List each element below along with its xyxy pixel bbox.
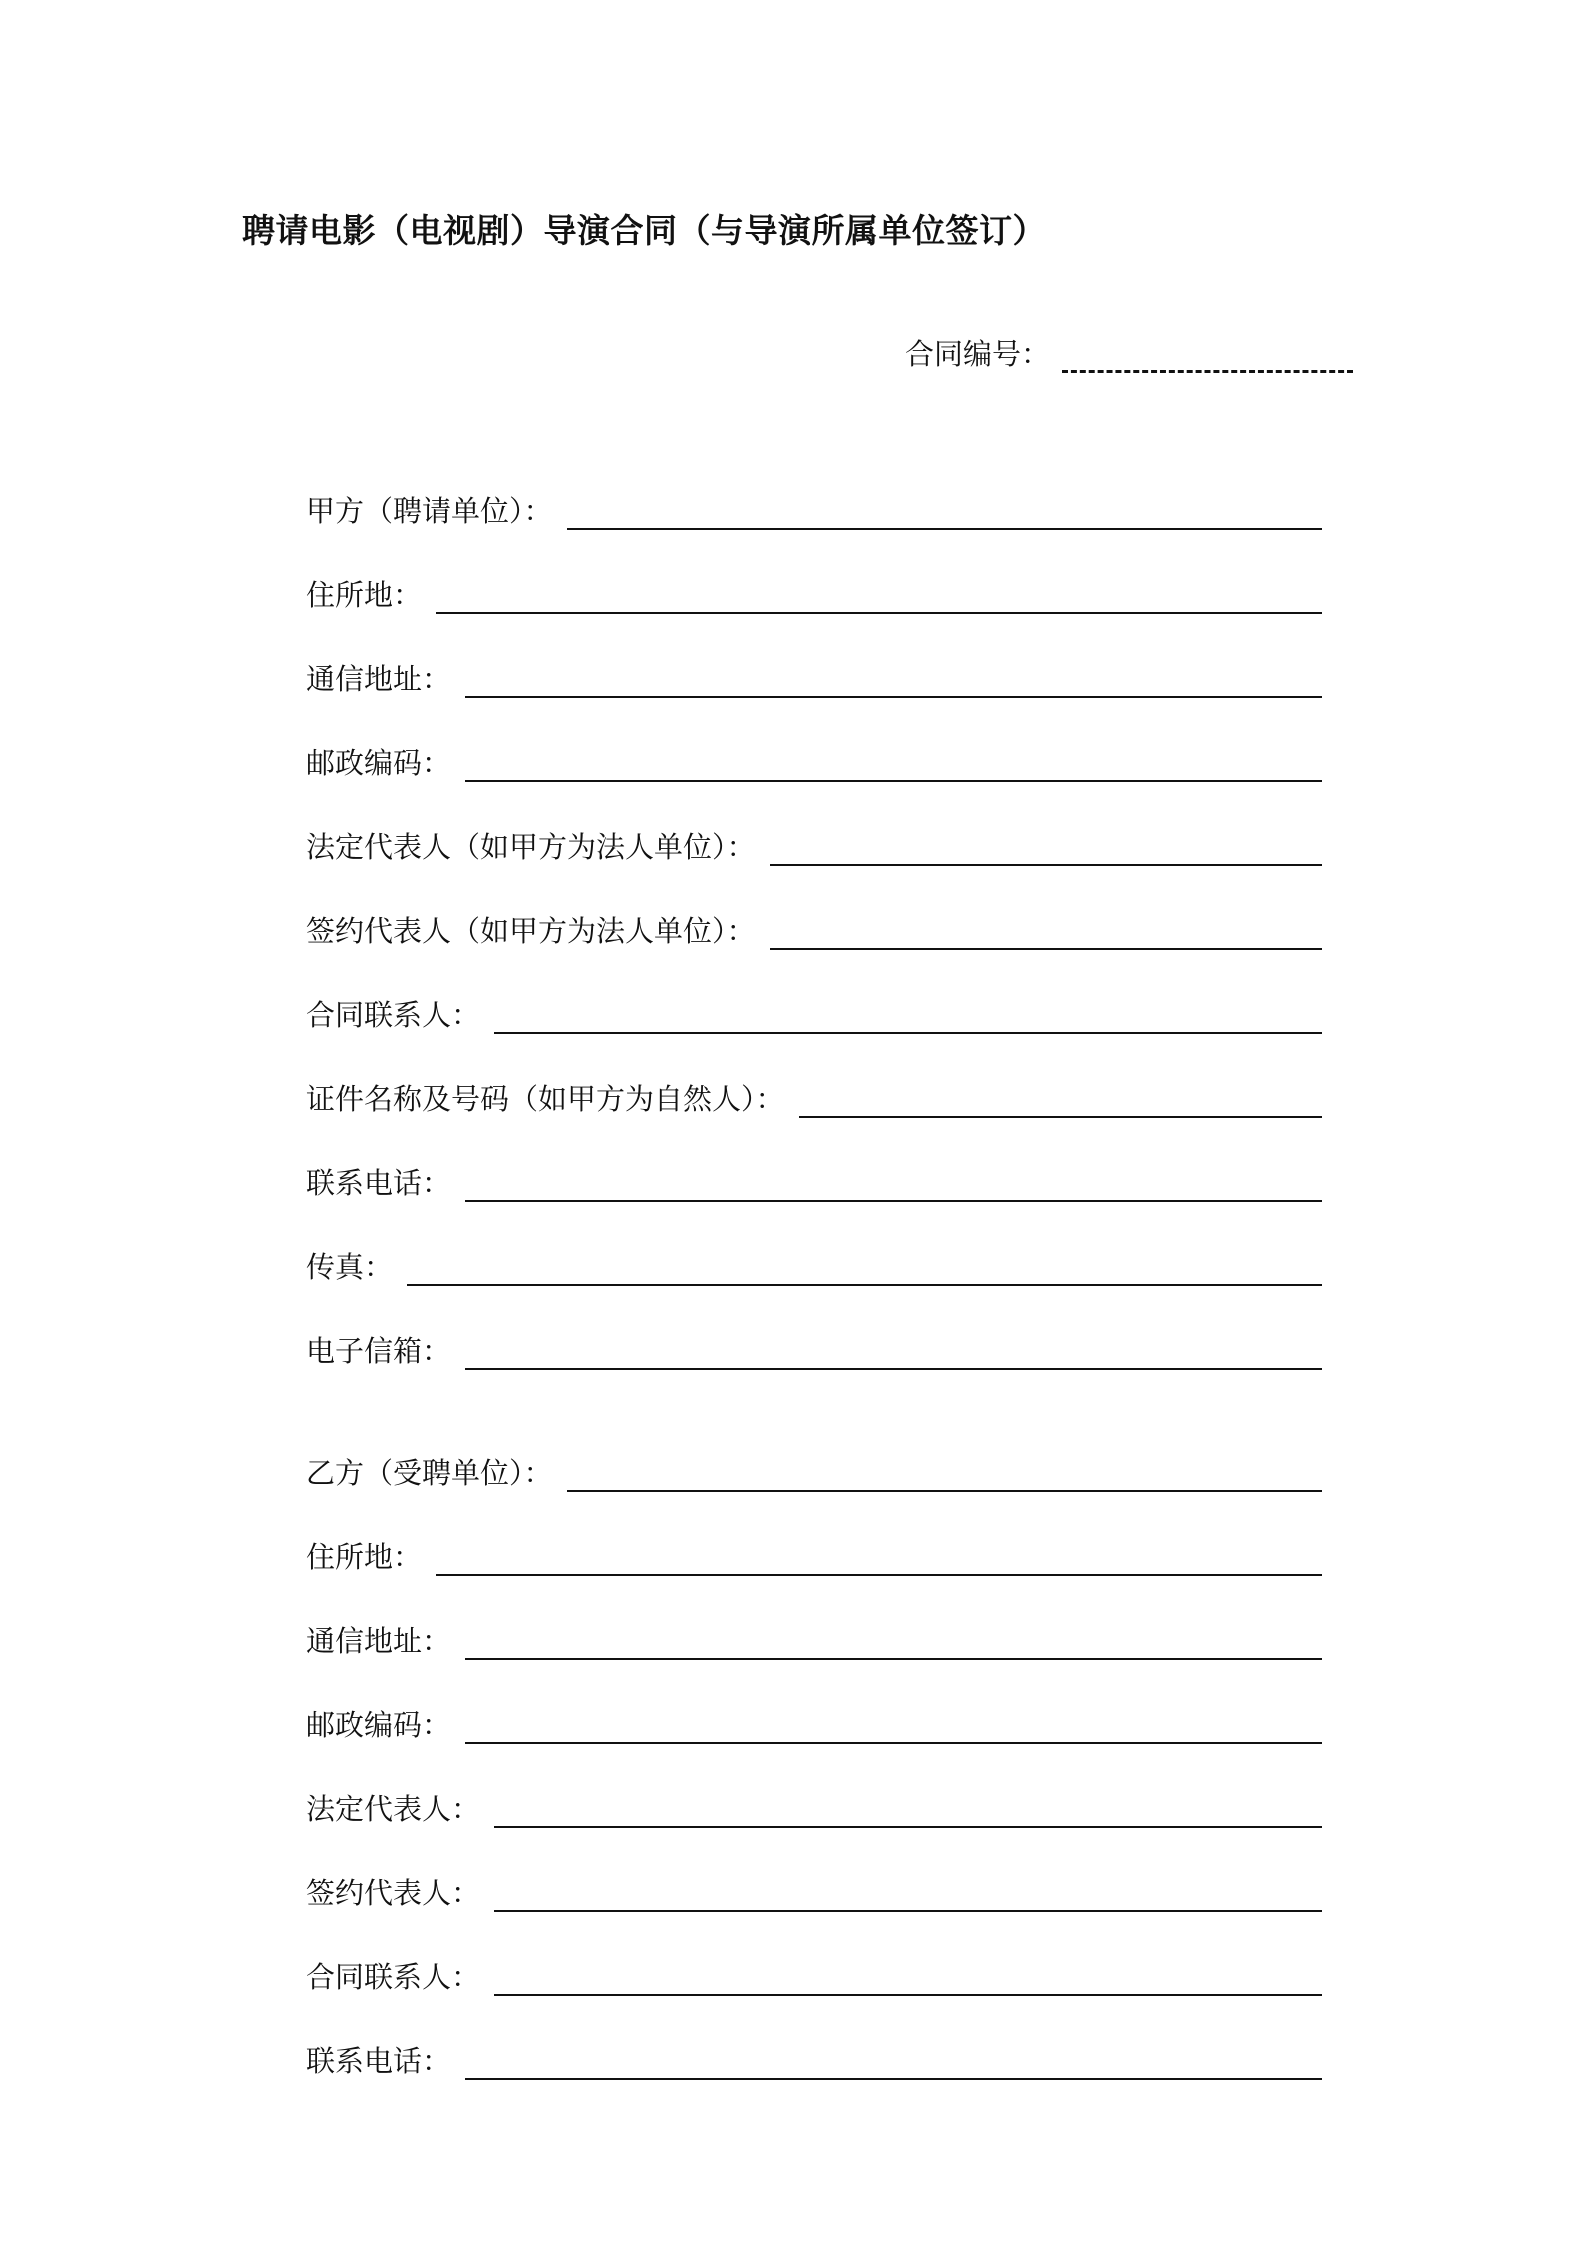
party-b-signing-rep-row <box>306 1832 1322 1916</box>
field-label: 合同联系人： <box>306 1960 481 1994</box>
party-a-contact-row <box>306 954 1322 1038</box>
party-b-contact-row <box>306 1916 1322 2000</box>
party-b-section <box>306 1412 1322 2084</box>
field-label: 法定代表人： <box>306 1792 481 1826</box>
field-label: 乙方（受聘单位）： <box>306 1456 553 1490</box>
party-a-postal-code-row <box>306 702 1322 786</box>
field-label: 住所地： <box>306 1540 423 1574</box>
fill-in-line[interactable] <box>799 1080 1322 1118</box>
contract-number <box>905 332 1353 373</box>
fill-in-line[interactable] <box>465 1164 1322 1202</box>
fill-in-line[interactable] <box>494 1958 1322 1996</box>
fill-in-line[interactable] <box>567 1454 1322 1492</box>
fill-in-line[interactable] <box>465 1332 1322 1370</box>
field-label: 电子信箱： <box>306 1334 452 1368</box>
party-a-signing-rep-row <box>306 870 1322 954</box>
fill-in-line[interactable] <box>465 1622 1322 1660</box>
field-label: 法定代表人（如甲方为法人单位）： <box>306 830 756 864</box>
fill-in-line[interactable] <box>436 576 1322 614</box>
party-a-fax-row <box>306 1206 1322 1290</box>
field-label: 通信地址： <box>306 1624 452 1658</box>
fill-in-line[interactable] <box>465 744 1322 782</box>
field-label: 住所地： <box>306 578 423 612</box>
field-label: 通信地址： <box>306 662 452 696</box>
fill-in-line[interactable] <box>465 2042 1322 2080</box>
fill-in-line[interactable] <box>770 912 1322 950</box>
fill-in-line[interactable] <box>494 996 1322 1034</box>
party-a-legal-rep-row <box>306 786 1322 870</box>
field-label: 甲方（聘请单位）： <box>306 494 553 528</box>
fill-in-line[interactable] <box>567 492 1322 530</box>
field-label: 签约代表人： <box>306 1876 481 1910</box>
contract-number-label: 合同编号： <box>905 337 1051 371</box>
party-a-address-row <box>306 534 1322 618</box>
fill-in-line[interactable] <box>407 1248 1322 1286</box>
party-a-email-row <box>306 1290 1322 1374</box>
fill-in-line[interactable] <box>465 660 1322 698</box>
field-label: 联系电话： <box>306 2044 452 2078</box>
party-b-address-row <box>306 1496 1322 1580</box>
field-label: 邮政编码： <box>306 1708 452 1742</box>
party-a-mailing-address-row <box>306 618 1322 702</box>
fill-in-line[interactable] <box>494 1790 1322 1828</box>
fill-in-line[interactable] <box>465 1706 1322 1744</box>
party-b-phone-row <box>306 2000 1322 2084</box>
field-label: 合同联系人： <box>306 998 481 1032</box>
field-label: 邮政编码： <box>306 746 452 780</box>
party-b-mailing-address-row <box>306 1580 1322 1664</box>
party-b-legal-rep-row <box>306 1748 1322 1832</box>
document-title: 聘请电影（电视剧）导演合同（与导演所属单位签订） <box>242 211 1046 250</box>
contract-number-blank[interactable] <box>1062 340 1353 373</box>
fill-in-line[interactable] <box>494 1874 1322 1912</box>
field-label: 联系电话： <box>306 1166 452 1200</box>
fill-in-line[interactable] <box>770 828 1322 866</box>
party-a-id-row <box>306 1038 1322 1122</box>
fill-in-line[interactable] <box>436 1538 1322 1576</box>
field-label: 传真： <box>306 1250 394 1284</box>
party-a-section <box>306 450 1322 1374</box>
party-a-name-row <box>306 450 1322 534</box>
party-a-phone-row <box>306 1122 1322 1206</box>
party-b-name-row <box>306 1412 1322 1496</box>
field-label: 签约代表人（如甲方为法人单位）： <box>306 914 756 948</box>
party-b-postal-code-row <box>306 1664 1322 1748</box>
field-label: 证件名称及号码（如甲方为自然人）： <box>306 1082 785 1116</box>
